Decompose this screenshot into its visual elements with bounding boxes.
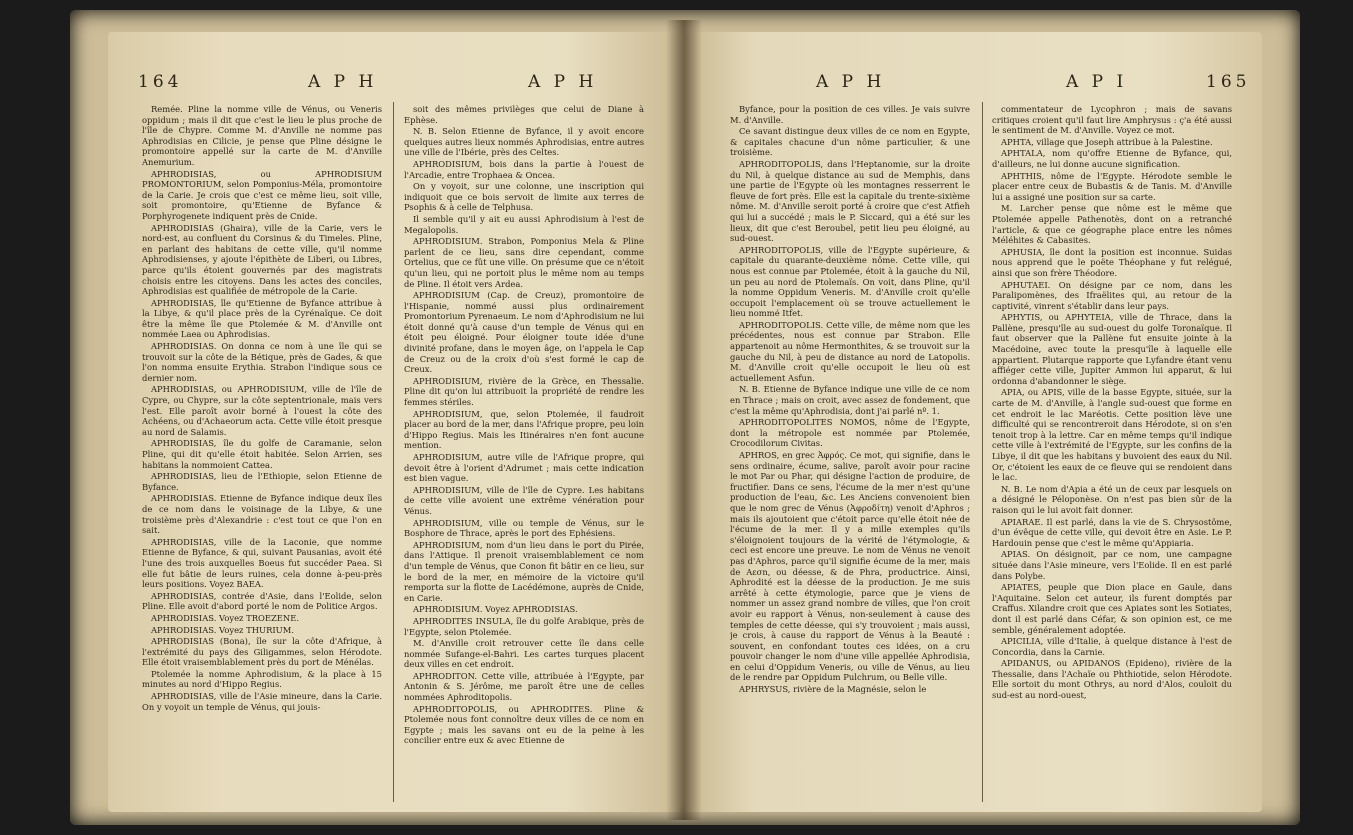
left-column-1 [142,104,382,804]
entry: APHRODISIUM. Voyez APHRODISIAS. [413,604,578,615]
left-page [108,32,680,812]
entry: APIATES, peuple que Dion place en Gaule, dans l'Aquitaine. Selon cet auteur, ils furent domptés par Craffus. Xilandre croit que ces Apiates sont les Sotiates, dont il est parlé dans Céfar, & son opinion est, ce me semble, généralement adoptée. [992,582,1232,635]
entry: Ptolemée la nomme Aphrodisium, & la place à 15 minutes au nord d'Hippo Regius. [142,668,382,690]
right-column-1 [730,104,970,804]
entry: APHRODITES INSULA, île du golfe Arabique, près de l'Egypte, selon Ptolemée. [404,615,644,637]
left-running-head [108,72,680,92]
right-column-2 [992,104,1232,804]
entry: APHRODITOPOLIS, dans l'Heptanomie, sur la droite du Nil, à quelque distance au sud de Memphis, dans une partie de l'Egypte où les montagnes resserrent le fleuve de fort près. Elle est la capitale du trente-sixième nôme. M. d'Anville seroit porté à croire que c'est Atfieh qui lui a succédé ; mais le P. Siccard, qui a été sur les lieux, dit que c'est Beroubel, petit lieu peu éloigné, au sud-ouest. [730,158,970,244]
entry: APHRODISIAS, île qu'Etienne de Byfance attribue à la Libye, & qu'il place près de la Cyrénaïque. Ce doit être la même île que Ptolemée & M. d'Anville ont nommée Laea ou Aphrodisias. [142,297,382,340]
page-number-right: 165 [1206,72,1251,92]
entry: Ce savant distingue deux villes de ce nom en Egypte, & capitales chacune d'un nôme particulier, & une troisième. [730,126,970,158]
entry: Byfance, pour la position de ces villes. Je vais suivre M. d'Anville. [730,104,970,125]
entry: APHRODITOPOLIS, ville de l'Egypte supérieure, & capitale du quarante-deuxième nôme. Cette ville, qui nous est connue par Ptolemée, étoit à la gauche du Nil, un peu au nord de Ptolemaïs. On voit, dans Pline, qu'il la nomme Oppidum Veneris. M. d'Anville croit qu'elle occupoit l'emplacement où se trouve actuellement le lieu nommé Itfet. [730,244,970,319]
entry: APHRODITOPOLITES NOMOS, nôme de l'Egypte, dont la métropole est nommée par Ptolemée, Crocodilorum Civitas. [730,417,970,449]
right-running-head [686,72,1262,92]
entry: APHRODISIUM, ville de l'île de Cypre. Les habitans de cette ville avoient une extrême vénération pour Vénus. [404,484,644,516]
entry: M. Larcher pense que nôme est le même que Ptolemée appelle Pathenotès, dont on a retranché l'article, & que ce géographe place entre les nômes Méléhites & Cabasites. [992,203,1232,246]
entry: On y voyoit, sur une colonne, une inscription qui indiquoit que ce bois servoit de limite aux terres de Psophis & à celle de Telphusa. [404,181,644,213]
entry: APHRODITOPOLIS, ou APHRODITES. Pline & Ptolemée nous font connoître deux villes de ce nom en Egypte ; mais les savans ont eu de la peine à les concilier entre eux & avec Etienne de [404,703,644,746]
column-divider [982,102,983,802]
book-gutter [666,20,702,820]
entry: APHRODITOPOLIS. Cette ville, de même nom que les précédentes, nous est connue par Strabon. Elle appartenoit au nôme Hermonthites, & se trouvoit sur la gauche du Nil, à peu de distance au nord de Latopolis. M. d'Anville croit qu'elle occupoit le lieu où est actuellement Asfun. [730,319,970,383]
entry: Il semble qu'il y ait eu aussi Aphrodisium à l'est de Megalopolis. [404,213,644,235]
entry: APHRODISIAS, ville de la Laconie, que nomme Etienne de Byfance, & qui, suivant Pausanias, avoit été l'une des trois auxquelles Boeus fut succéder Paea. Si elle fut bâtie de leurs ruines, cela donne à-peu-près leurs positions. Voyez BAEA. [142,536,382,590]
entry: APHTALA, nom qu'offre Etienne de Byfance, qui, d'ailleurs, ne lui donne aucune signification. [992,148,1232,169]
entry: APHRODISIAS, ou APHRODISIUM PROMONTORIUM, selon Pomponius-Méla, promontoire de la Carie. Je crois que c'est ce même lieu, soit ville, soit promontoire, qu'Etienne de Byfance & Porphyrogenete indiquent près de Cnide. [142,168,382,221]
entry: APHRODISIAS. Etienne de Byfance indique deux îles de ce nom dans le voisinage de la Libye, & une troisième près d'Alexandrie : c'est tout ce que l'on en sait. [142,493,382,536]
right-header-aph: A P H [816,72,886,92]
entry: APHRODISIAS. On donna ce nom à une île qui se trouvoit sur la côte de la Bétique, près de Gades, & que l'on nomma ensuite Erythia. Strabon l'indique sous ce dernier nom. [142,341,382,383]
entry: APHRODISIUM (Cap. de Creuz), promontoire de l'Hispanie, nommé aussi plus ordinairement Promontorium Pyrenaeum. Le nom d'Aphrodisium ne lui étoit donné qu'à cause d'un temple de Vénus qui en étoit peu éloigné. Pour éloigner toute idée d'une divinité profane, dans le moyen âge, on l'appela le Cap de Creuz ou de la croix d'où s'est formé le cap de Creux. [404,290,644,375]
entry: APHRODISIUM, que, selon Ptolemée, il faudroit placer au bord de la mer, dans l'Afrique propre, peu loin d'Hippo Regius. Mais les Itinéraires n'en font aucune mention. [404,408,644,451]
entry: APHRODISIUM, rivière de la Grèce, en Thessalie. Pline dit qu'on lui attribuoit la propriété de rendre les femmes stériles. [404,375,644,408]
entry: APHRODISIAS, contrée d'Asie, dans l'Eolide, selon Pline. Elle avoit d'abord porté le nom de Politice Argos. [142,590,382,612]
right-page [686,32,1262,812]
entry: APHRODISIAS. Voyez TROEZENE. [151,612,300,623]
entry: APIARAE. Il est parlé, dans la vie de S. Chrysostôme, d'un évêque de cette ville, qui devoit être en Asie. Le P. Hardouin pense que c'est le même qu'Appiaria. [992,516,1232,548]
entry: APHRODISIUM, bois dans la partie à l'ouest de l'Arcadie, entre Trophaea & Oncea. [404,158,644,180]
entry: APIDANUS, ou APIDANOS (Epideno), rivière de la Thessalie, dans l'Achaïe ou Phthiotide, selon Hérodote. Elle sortoit du mont Othrys, au nord d'Alos, couloit du sud-est au nord-ouest, [992,658,1232,701]
entry: M. d'Anville croit retrouver cette île dans celle nommée Sufange-el-Bahri. Les cartes turques placent deux villes en cet endroit. [404,638,644,670]
left-column-2 [404,104,644,804]
entry: APHRODISIAS (Ghaira), ville de la Carie, vers le nord-est, au confluent du Corsinus & du Timeles. Pline, en parlant des habitans de cette ville, qu'il nomme Aphrodisienses, y ajoute l'épithète de Liberi, ou Libres, parce qu'ils étoient gouvernés par des magistrats choisis entre les citoyens. Dans les actes des conciles, Aphrodisias est qualifiée de métropole de la Carie. [142,222,382,297]
right-header-api: A P I [1066,72,1128,92]
entry: APHRODISIUM, ville ou temple de Vénus, sur le Bosphore de Thrace, après le port des Ephésiens. [404,517,644,539]
entry: N. B. Etienne de Byfance indique une ville de ce nom en Thrace ; mais on croit, avec assez de fondement, que c'est la même qu'Aphrodisia, dont j'ai parlé nº. 1. [730,384,970,416]
entry: APHYTIS, ou APHYTEIA, ville de Thrace, dans la Pallène, presqu'île au sud-ouest du golfe Toronaïque. Il faut observer que la Pallène fut ensuite jointe à la Macédoine, avec toute la presqu'île à laquelle elle appartient. Plutarque rapporte que Lyfandre étant venu affiéger cette ville, Jupiter Ammon lui apparut, & lui ordonna d'abandonner le siège. [992,312,1232,386]
entry: APHTA, village que Joseph attribue à la Palestine. [1001,136,1213,147]
column-divider [393,102,394,802]
entry: Remée. Pline la nomme ville de Vénus, ou Veneris oppidum ; mais il dit que c'est le lieu le plus proche de l'île de Chypre. Comme M. d'Anville ne nomme pas Aphrodisias en Cilicie, je pense que Pline désigne le promontoire appellé sur la carte de M. d'Anville Anemurium. [142,104,382,167]
entry: APHROS, en grec Ἀφρός. Ce mot, qui signifie, dans le sens ordinaire, écume, salive, paroît avoir pour racine le mot Par ou Phar, qui désigne l'action de produire, de fructifier. Dans ce sens, l'écume de la mer n'est qu'une production de l'eau, &c. Les Anciens convenoient bien que le nom grec de Vénus (Ἀφροδίτη) venoit d'Aphros ; mais ils ajoutoient que c'étoit parce qu'elle étoit née de l'écume de la mer. Il y a mille exemples qu'ils s'éloignoient toujours de la vérité de l'étymologie, & ceci est encore une preuve. Le nom de Vénus ne venoit pas d'Aphros, parce qu'il signifie écume de la mer, mais de Aεσn, ou déesse, & de Phra, productrice. Ainsi, Aphrodité est la déesse de la production. Je me suis arrêté à cette étymologie, parce que je viens de nommer un assez grand nombre de villes, que l'on croit avoir eu rapport à Vénus, non-seulement à cause des temples de cette déesse, qui s'y trouvoient ; mais aussi, je crois, à cause du rapport de Vénus à la Beauté : souvent, en confondant toutes ces idées, on a cru pouvoir changer le nom d'une ville appellée Aphrodisia, en celui d'Oppidum Veneris, ou ville de Vénus, au lieu de le rendre par Oppidum Pulchrum, ou Belle ville. [730,450,970,683]
entry: APHTHIS, nôme de l'Egypte. Hérodote semble le placer entre ceux de Bubastis & de Tanis. M. d'Anville lui a assigné une position sur sa carte. [992,170,1232,202]
entry: soit des mêmes privilèges que celui de Diane à Ephèse. [404,104,644,125]
entry: APHRODITON. Cette ville, attribuée à l'Egypte, par Antonin & S. Jérôme, me paroît être une de celles nommées Aphroditopolis. [404,670,644,703]
entry: N. B. Selon Etienne de Byfance, il y avoit encore quelques autres lieux nommés Aphrodisias, entre autres une ville de l'Ibérie, près des Celtes. [404,126,644,158]
entry: APHRODISIUM. Strabon, Pomponius Mela & Pline parlent de ce lieu, sans dire cependant, comme Ortelius, que ce fût une ville. On présume que ce n'étoit qu'un lieu, qui ne portoit plus le même nom au temps de Pline. Il étoit vers Ardea. [404,236,644,289]
entry: APHRODISIAS, ou APHRODISIUM, ville de l'île de Cypre, ou Chypre, sur la côte septentrionale, mais vers l'est. Elle paroît avoir borné à l'ouest la côte des Achéens, ou d'Achaeorum acta. Cette ville étoit presque au nord de Salamis. [142,384,382,437]
entry: APHRODISIUM, autre ville de l'Afrique propre, qui devoit être à l'orient d'Adrumet ; mais cette indication est bien vague. [404,452,644,484]
entry: APHRODISIAS, île du golfe de Caramanie, selon Pline, qui dit qu'elle étoit habitée. Selon Arrien, ses habitans la nommoient Cattea. [142,438,382,470]
entry: APHRODISIAS, ville de l'Asie mineure, dans la Carie. On y voyoit un temple de Vénus, qui jouis- [142,691,382,712]
entry: commentateur de Lycophron ; mais de savans critiques croient qu'il faut lire Amphrysus : ç'a été aussi le sentiment de M. d'Anville. Voyez ce mot. [992,104,1232,136]
left-header-aph-1: A P H [308,72,378,92]
entry: APICILIA, ville d'Italie, à quelque distance à l'est de Concordia, dans la Carnie. [992,636,1232,657]
entry: APIAS. On désignoit, par ce nom, une campagne située dans l'Asie mineure, vers l'Eolide. Il en est parlé dans Polybe. [992,549,1232,581]
entry: APHRYSUS, rivière de la Magnésie, selon le [739,684,927,695]
entry: APHRODISIAS (Bona), île sur la côte d'Afrique, à l'extrémité du pays des Giligammes, selon Hérodote. Elle étoit vraisemblablement près du port de Ménélas. [142,636,382,668]
entry: APHRODISIAS, lieu de l'Ethiopie, selon Etienne de Byfance. [142,471,382,492]
open-book [70,10,1300,825]
entry: APHUSIA, île dont la position est inconnue. Suidas nous apprend que le poëte Théophane y fut relégué, ainsi que son frère Théodore. [992,246,1232,278]
entry: APIA, ou APIS, ville de la basse Egypte, située, sur la carte de M. d'Anville, à l'angle sud-ouest que forme en cet endroit le lac Maréotis. Cette position lève une difficulté qui se rencontreroit dans Hérodote, si on s'en tenoit trop à la lettre. Car en même temps qu'il indique cette ville à l'extrémité de l'Egypte, sur les confins de la Libye, il dit que les habitans y buvoient des eaux du Nil. Or, c'étoient les eaux de ce fleuve qui se rendoient dans le lac. [992,387,1232,483]
page-number-left: 164 [138,72,183,92]
entry: N. B. Le nom d'Apia a été un de ceux par lesquels on a désigné le Péloponèse. On n'est pas bien sûr de la raison qui le lui avoit fait donner. [992,483,1232,515]
left-header-aph-2: A P H [528,72,598,92]
entry: APHRODISIUM, nom d'un lieu dans le port du Pirée, dans l'Attique. Il prenoit vraisemblablement ce nom d'un temple de Vénus, que Conon fit bâtir en ce lieu, sur le bord de la mer, en mémoire de la victoire qu'il remporta sur la flotte de Lacédémone, auprès de Cnide, en Carie. [404,539,644,603]
entry: APHRODISIAS. Voyez THURIUM. [151,624,294,635]
entry: APHUTAEI. On désigne par ce nom, dans les Paralipomènes, des Ifraëlites qui, au retour de la captivité, vinrent s'établir dans leur pays. [992,279,1232,311]
